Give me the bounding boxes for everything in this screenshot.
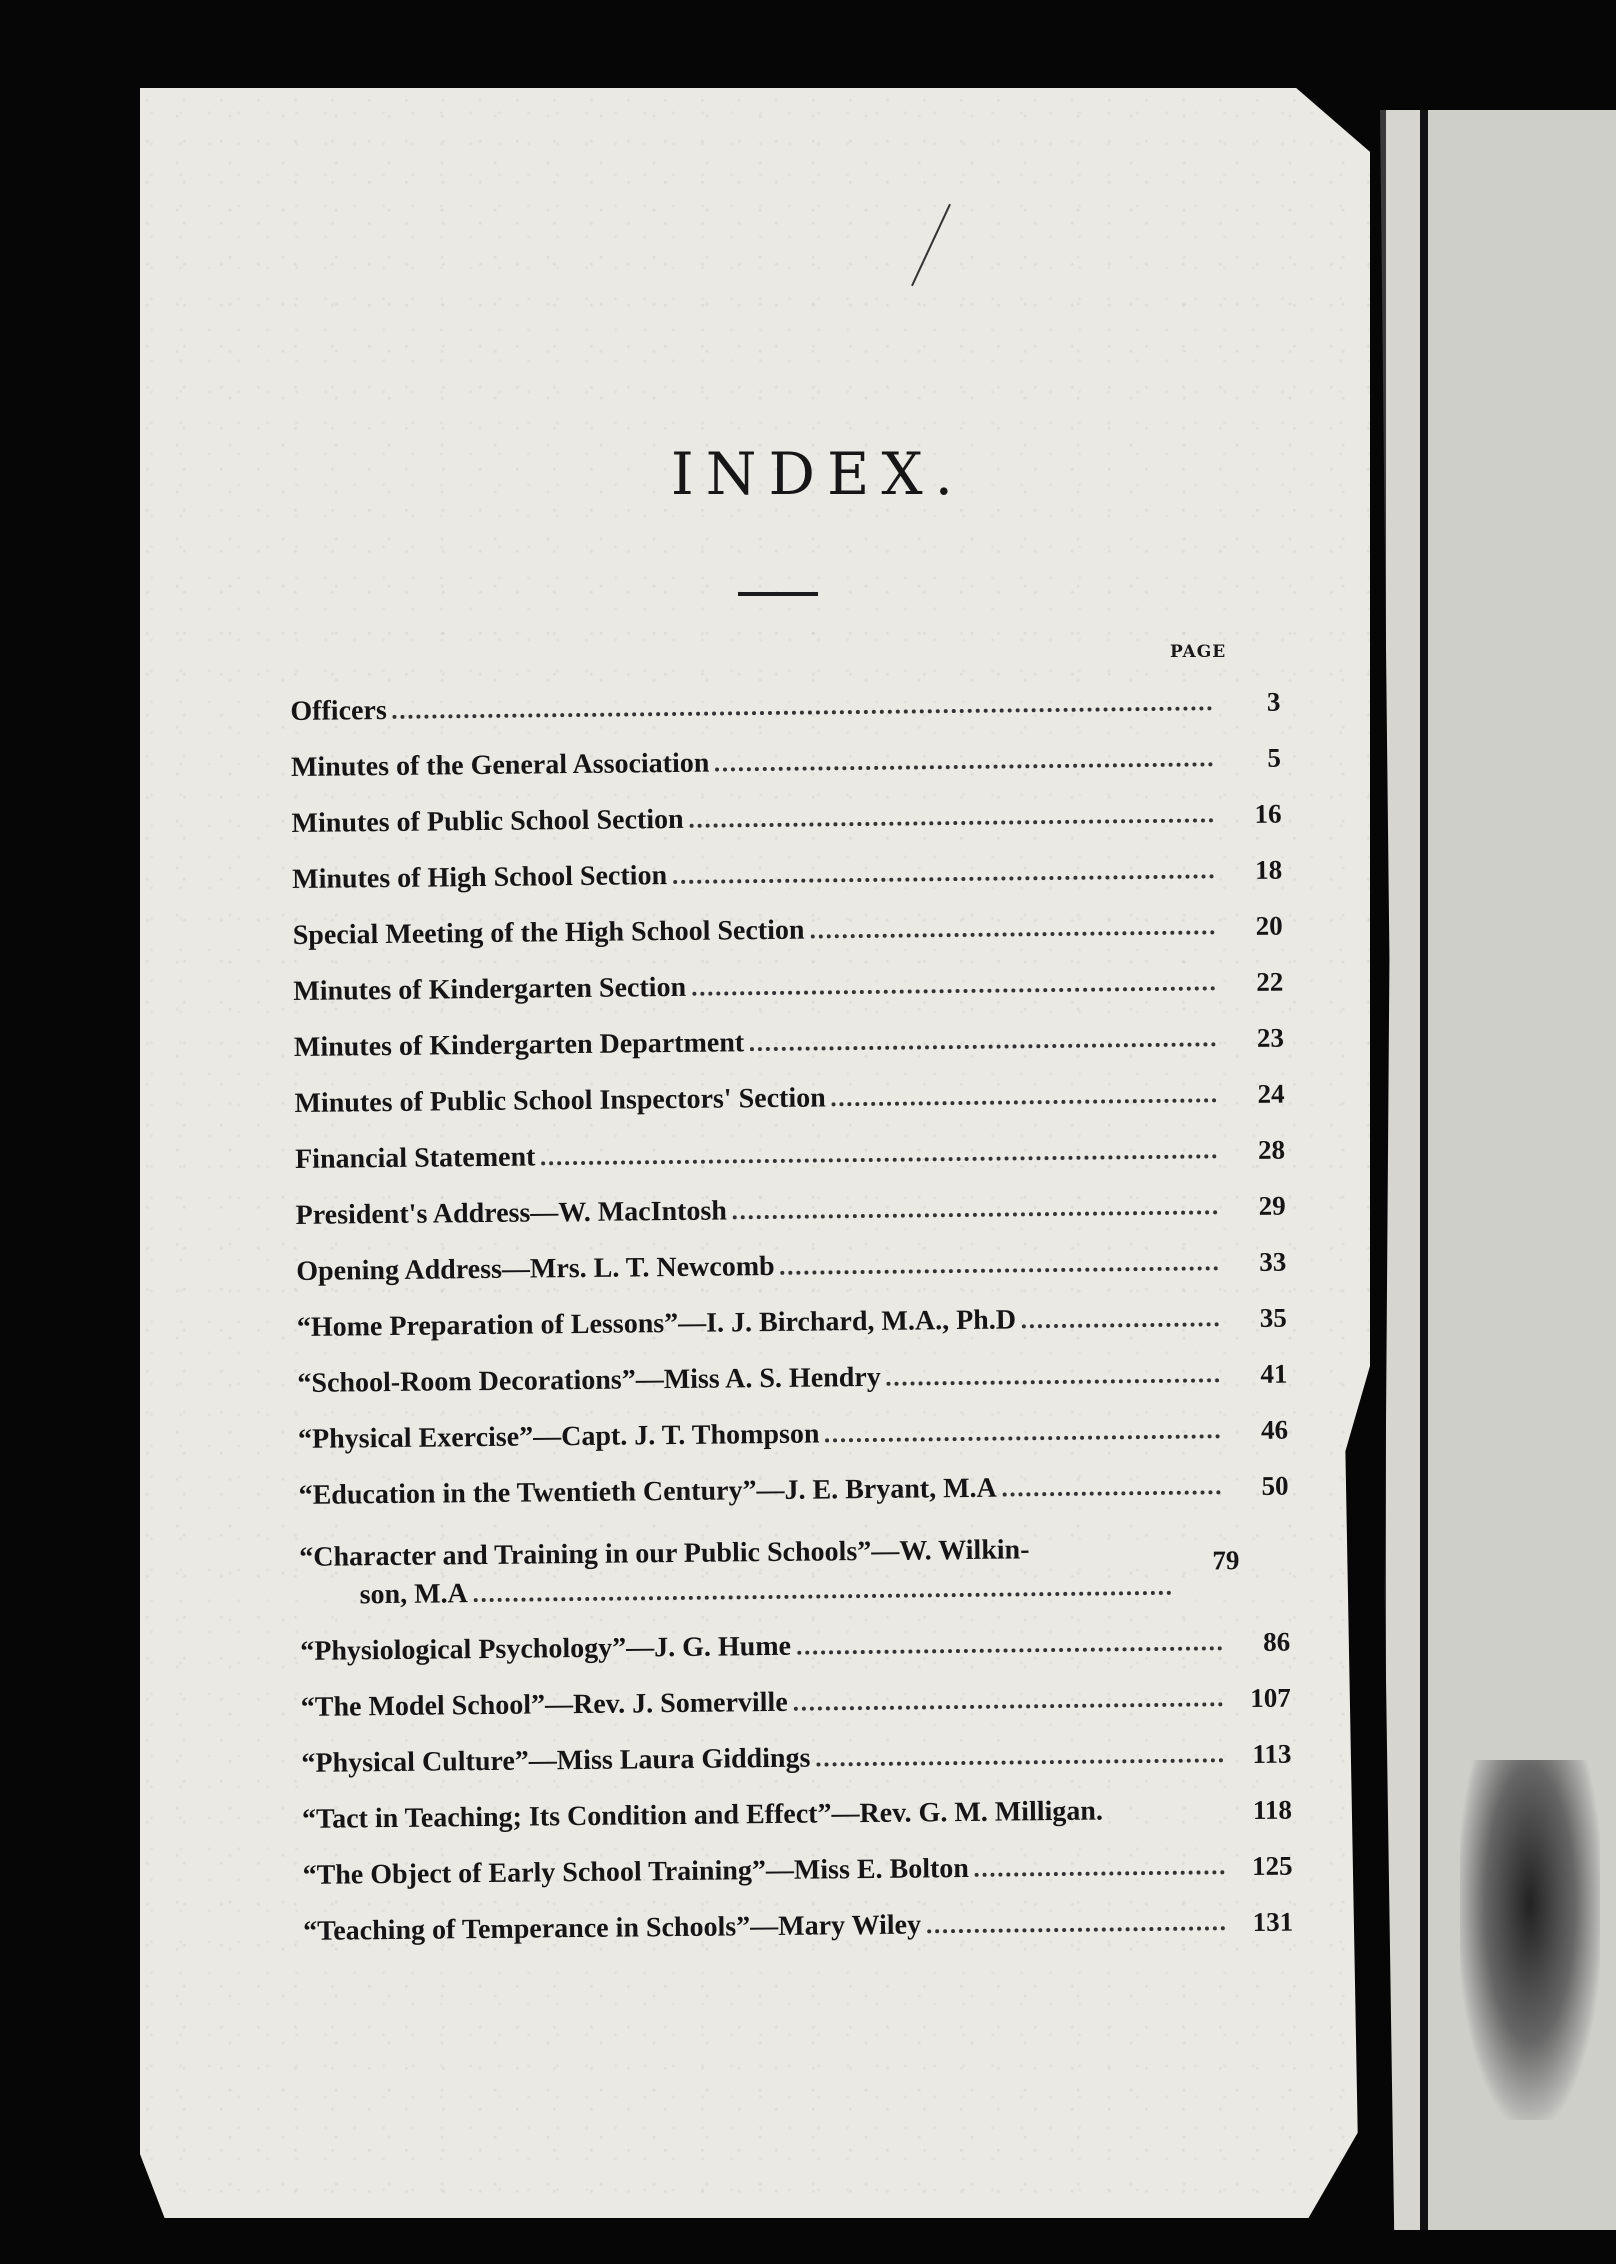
index-entry — [297, 1334, 1288, 1400]
entry-page-number: 131 — [1252, 1906, 1294, 1937]
page-stain — [1460, 1760, 1600, 2120]
entry-title: “The Model School”—Rev. J. Somerville — [300, 1686, 788, 1723]
entry-title: Opening Address—Mrs. L. T. Newcomb — [296, 1250, 775, 1287]
entry-title: “Home Preparation of Lessons”—I. J. Birchard, M.A., Ph.D — [296, 1304, 1017, 1343]
index-entry — [296, 1278, 1287, 1344]
entry-title: Minutes of Kindergarten Department — [293, 1027, 745, 1063]
entry-page-number: 79 — [1212, 1545, 1240, 1576]
entry-title: Financial Statement — [294, 1141, 536, 1175]
entry-page-number: 35 — [1259, 1302, 1287, 1333]
dot-leader — [811, 930, 1215, 938]
dot-leader — [832, 1098, 1217, 1106]
dot-leader — [715, 762, 1213, 771]
index-entry — [294, 998, 1285, 1064]
dot-leader — [816, 1758, 1223, 1766]
entry-page-number: 107 — [1250, 1682, 1291, 1713]
index-entry — [292, 886, 1283, 952]
index-entry — [298, 1446, 1289, 1512]
entry-title: “Tact in Teaching; Its Condition and Effect”—Rev. G. M. Milligan. — [301, 1795, 1104, 1835]
index-entry — [302, 1770, 1293, 1836]
index-entry — [290, 662, 1281, 728]
entry-page-number: 24 — [1257, 1078, 1285, 1109]
index-entry — [291, 774, 1282, 840]
entry-title: President's Address—W. MacIntosh — [295, 1195, 728, 1231]
entry-page-number: 16 — [1254, 798, 1282, 829]
entry-title: Officers — [290, 694, 387, 727]
dot-leader — [975, 1870, 1225, 1877]
dot-leader — [1109, 1818, 1224, 1819]
dot-leader — [927, 1926, 1225, 1933]
entry-page-number: 29 — [1258, 1190, 1286, 1221]
entry-title: Minutes of High School Section — [292, 860, 668, 895]
entry-title: Minutes of Public School Section — [291, 803, 684, 839]
entry-title: “Physical Culture”—Miss Laura Giddings — [301, 1742, 811, 1779]
entry-page-number: 50 — [1261, 1470, 1289, 1501]
entry-page-number: 113 — [1252, 1738, 1292, 1769]
entry-title: “School-Room Decorations”—Miss A. S. Hendry — [297, 1361, 881, 1399]
entry-title: Minutes of Kindergarten Section — [293, 971, 687, 1007]
entry-page-number: 23 — [1256, 1022, 1285, 1053]
entry-title: “Physiological Psychology”—J. G. Hume — [300, 1630, 792, 1667]
entry-title: Special Meeting of the High School Section — [292, 914, 805, 951]
entry-page-number: 86 — [1263, 1626, 1291, 1657]
entry-title-line-2: son, M.A — [359, 1578, 468, 1611]
entry-page-number: 118 — [1252, 1794, 1293, 1825]
title-rule — [738, 592, 818, 596]
dot-leader — [1003, 1490, 1221, 1496]
entry-title: “Physical Exercise”—Capt. J. T. Thompson — [297, 1418, 820, 1455]
dot-leader — [541, 1154, 1217, 1165]
index-entry — [303, 1882, 1294, 1948]
dot-leader — [794, 1702, 1223, 1710]
index-entry — [295, 1110, 1286, 1176]
dot-leader — [750, 1042, 1216, 1051]
dot-leader — [474, 1591, 1172, 1602]
index-entry — [298, 1390, 1289, 1456]
index-entry — [292, 830, 1283, 896]
index-entry — [296, 1222, 1287, 1288]
index-entries — [290, 662, 1293, 1948]
entry-title: “The Object of Early School Training”—Miss E. Bolton — [302, 1852, 970, 1891]
entry-title-block — [299, 1527, 1180, 1612]
index-title: INDEX. — [670, 440, 966, 508]
index-entry — [302, 1826, 1293, 1892]
entry-page-number: 33 — [1259, 1246, 1287, 1277]
entry-page-number: 46 — [1260, 1414, 1289, 1445]
entry-title: “Teaching of Temperance in Schools”—Mary Wiley — [303, 1909, 922, 1947]
dot-leader — [797, 1646, 1222, 1654]
entry-page-number: 22 — [1256, 966, 1284, 997]
dot-leader — [692, 986, 1215, 995]
entry-page-number: 3 — [1266, 686, 1281, 717]
index-entry — [293, 942, 1284, 1008]
index-entry — [299, 1502, 1290, 1612]
entry-page-number: 20 — [1255, 910, 1283, 941]
entry-page-number: 5 — [1267, 742, 1282, 773]
dot-leader — [690, 818, 1214, 827]
entry-page-number: 41 — [1260, 1358, 1288, 1389]
entry-title-line-1: “Character and Training in our Public Schools”—W. Wilkin- — [299, 1534, 1030, 1573]
index-entry — [294, 1054, 1285, 1120]
index-entry — [300, 1658, 1291, 1724]
dot-leader — [825, 1434, 1220, 1442]
entry-title: Minutes of the General Association — [290, 747, 710, 783]
dot-leader — [1022, 1322, 1219, 1328]
entry-title: “Education in the Twentieth Century”—J. E. Bryant, M.A — [298, 1472, 997, 1511]
entry-page-number: 18 — [1254, 854, 1283, 885]
entry-page-number: 125 — [1251, 1850, 1293, 1881]
dot-leader — [733, 1210, 1218, 1219]
dot-leader — [393, 706, 1213, 719]
entry-title: Minutes of Public School Inspectors' Section — [294, 1082, 826, 1119]
index-entry — [301, 1714, 1292, 1780]
dot-leader — [673, 874, 1214, 884]
dot-leader — [887, 1378, 1220, 1385]
page-column-label: PAGE — [1170, 642, 1227, 662]
index-entry — [295, 1166, 1286, 1232]
index-entry — [300, 1602, 1291, 1668]
dot-leader — [781, 1266, 1219, 1275]
entry-page-number: 28 — [1257, 1134, 1286, 1165]
index-entry — [291, 718, 1282, 784]
